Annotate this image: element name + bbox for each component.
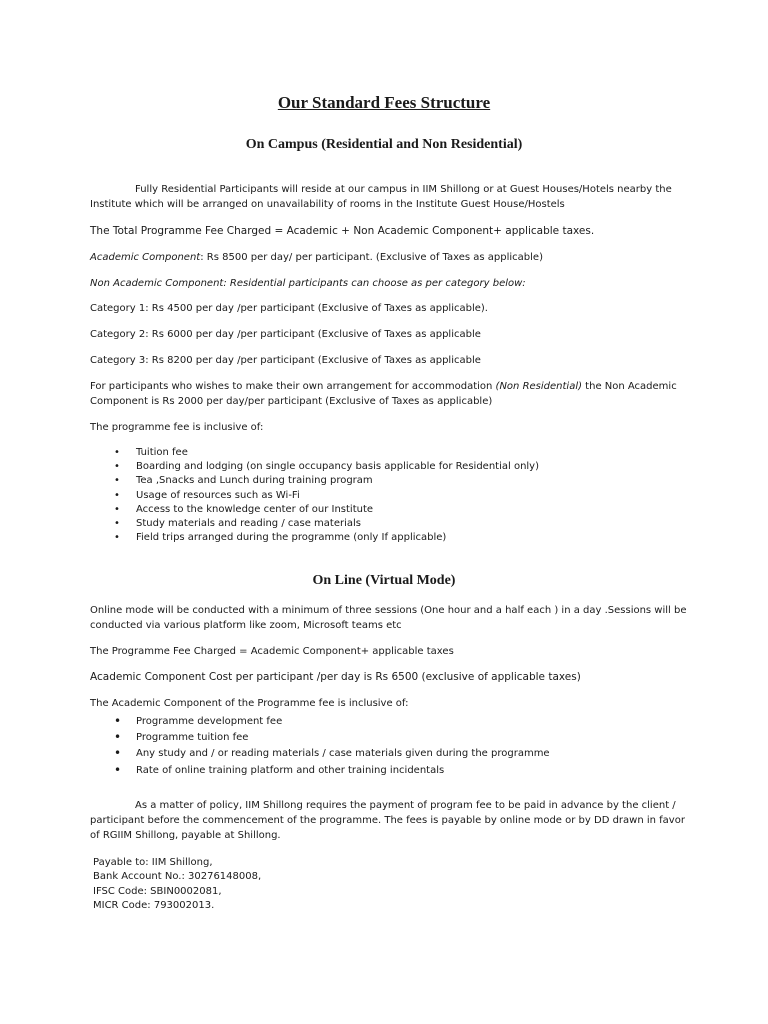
list-item: • Programme development fee — [90, 714, 550, 730]
list-item: • Usage of resources such as Wi-Fi — [90, 489, 539, 503]
list-item: • Study materials and reading / case materials — [90, 517, 539, 531]
micr-code: MICR Code: 793002013. — [93, 899, 215, 911]
online-inclusive-intro: The Academic Component of the Programme fee is inclusive of: — [90, 698, 409, 709]
list-item: • Programme tuition fee — [90, 730, 550, 746]
fee-inclusions-list — [90, 446, 539, 545]
payable-to: Payable to: IIM Shillong, — [93, 857, 213, 868]
bank-account: Bank Account No.: 30276148008, — [93, 871, 262, 883]
category-2: Category 2: Rs 6000 per day /per participant (Exclusive of Taxes as applicable — [90, 329, 481, 340]
ifsc-code: IFSC Code: SBIN0002081, — [93, 885, 222, 897]
academic-component-line — [90, 250, 690, 265]
on-campus-heading: On Campus (Residential and Non Residential) — [245, 137, 523, 152]
page-title: Our Standard Fees Structure — [277, 93, 491, 112]
online-intro: Online mode will be conducted with a minimum of three sessions (One hour and a half each ) in a day .Sessions will be conducted via various platform like zoom, Microsoft teams etc — [90, 605, 687, 631]
list-item: • Tea ,Snacks and Lunch during training program — [90, 474, 539, 488]
list-item: • Tuition fee — [90, 446, 539, 460]
online-fee-charged: The Programme Fee Charged = Academic Component+ applicable taxes — [90, 646, 454, 657]
online-cost-line: Academic Component Cost per participant /per day is Rs 6500 (exclusive of applicable taxes) — [90, 671, 581, 683]
own-arrangement-text — [90, 379, 690, 409]
non-residential-note: (Non Residential) — [495, 381, 582, 392]
own-arrangement-part-a: For participants who wishes to make their own arrangement for accommodation — [90, 381, 496, 392]
list-item: • Boarding and lodging (on single occupancy basis applicable for Residential only) — [90, 460, 539, 474]
on-campus-intro: Fully Residential Participants will reside at our campus in IIM Shillong or at Guest Houses/Hotels nearby the Institute which will be arranged on unavailability of rooms in the Institute Guest House/Hostels — [90, 184, 672, 210]
category-3: Category 3: Rs 8200 per day /per participant (Exclusive of Taxes as applicable — [90, 355, 481, 366]
non-academic-line: Non Academic Component: Residential participants can choose as per category below: — [90, 278, 526, 289]
list-item: • Rate of online training platform and other training incidentals — [90, 763, 550, 779]
own-arrangement-part-b: the Non Academic Component is Rs 2000 per day/per participant (Exclusive of Taxes as applicable) — [90, 381, 677, 407]
payment-policy: As a matter of policy, IIM Shillong requires the payment of program fee to be paid in advance by the client / participant before the commencement of the programme. The fees is payable by online mode or by DD drawn in favor of RGIIM Shillong, payable at Shillong. — [90, 800, 685, 841]
fee-inclusive-intro: The programme fee is inclusive of: — [90, 422, 264, 433]
list-item: • Any study and / or reading materials / case materials given during the programme — [90, 746, 550, 762]
category-1: Category 1: Rs 4500 per day /per participant (Exclusive of Taxes as applicable). — [90, 303, 488, 314]
total-fee-line: The Total Programme Fee Charged = Academic + Non Academic Component+ applicable taxes. — [90, 225, 595, 237]
list-item: • Access to the knowledge center of our Institute — [90, 503, 539, 517]
list-item: • Field trips arranged during the programme (only If applicable) — [90, 531, 539, 545]
payment-details — [93, 856, 261, 913]
online-inclusions-list — [90, 714, 550, 779]
online-heading: On Line (Virtual Mode) — [312, 573, 456, 588]
academic-component-text: : Rs 8500 per day/ per participant. (Exclusive of Taxes as applicable) — [200, 252, 543, 263]
academic-component-label: Academic Component — [90, 252, 201, 263]
